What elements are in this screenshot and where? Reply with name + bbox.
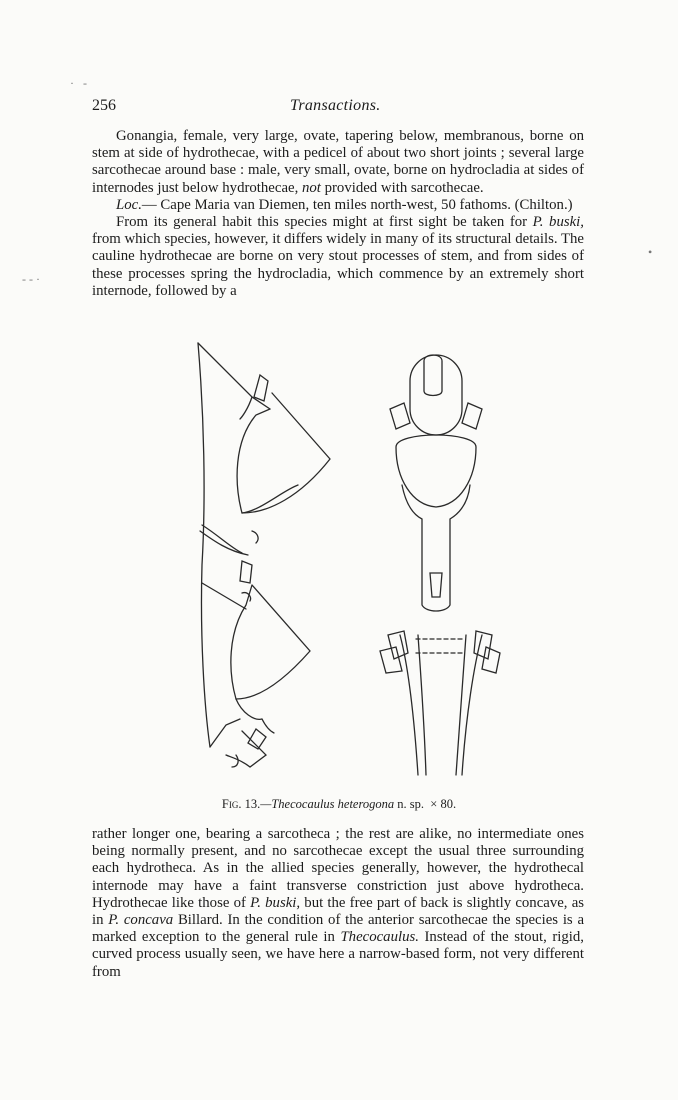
- paragraph-locality: Loc.— Cape Maria van Diemen, ten miles north-west, 50 fathoms. (Chilton.): [116, 196, 573, 213]
- running-title: Transactions.: [290, 97, 381, 114]
- figure-magnification: × 80.: [430, 797, 457, 811]
- figure-species: —Thecocaulus heterogona: [260, 797, 395, 811]
- body-text-bottom: [92, 826, 584, 981]
- margin-mark: •: [648, 245, 653, 259]
- paragraph-description: Gonangia, female, very large, ovate, tapering below, membranous, borne on stem at side of hydrothecae, with a pedicel of about two short joints ; several large sarcothecae around base : male, very small, ovate, borne on hydrocladia at sides of internodes just below hydrothecae, not provided with sarcothecae.: [92, 128, 584, 196]
- margin-mark: · -: [70, 76, 87, 90]
- paragraph-continuation: rather longer one, bearing a sarcotheca ; the rest are alike, no intermediate ones being normally present, and no sarcothecae except the usual three surrounding each hydrotheca. As in the allied species generally, however, the hydrothecal internode may have a faint transverse constriction just above hydrotheca. Hydrothecae like those of P. buski, but the free part of back is slightly concave, as in P. concava Billard. In the condition of the anterior sarcothecae the species is a marked exception to the general rule in Thecocaulus. Instead of the stout, rigid, curved process usually seen, we have here a narrow-based form, not very different from: [92, 826, 585, 980]
- hydrotheca-front-view: [390, 355, 482, 611]
- margin-mark: - - ·: [22, 272, 40, 286]
- page-number: 256: [92, 97, 116, 114]
- paragraph-discussion: From its general habit this species might at first sight be taken for P. buski, from which species, however, it differs widely in many of its structural details. The cauline hydrothecae are borne on very stout processes of stem, and from sides of these processes spring the hydrocladia, which commence by an extremely short internode, followed by a: [92, 214, 584, 299]
- body-text-top: [92, 128, 584, 300]
- figure-caption: [0, 797, 678, 812]
- figure-suffix: n. sp.: [397, 797, 425, 811]
- hydrocladium-detail: [380, 631, 500, 775]
- stem-drawing-left: [198, 343, 330, 767]
- figure-label: Fig. 13.: [221, 797, 261, 811]
- figure-13-illustration: [170, 335, 510, 785]
